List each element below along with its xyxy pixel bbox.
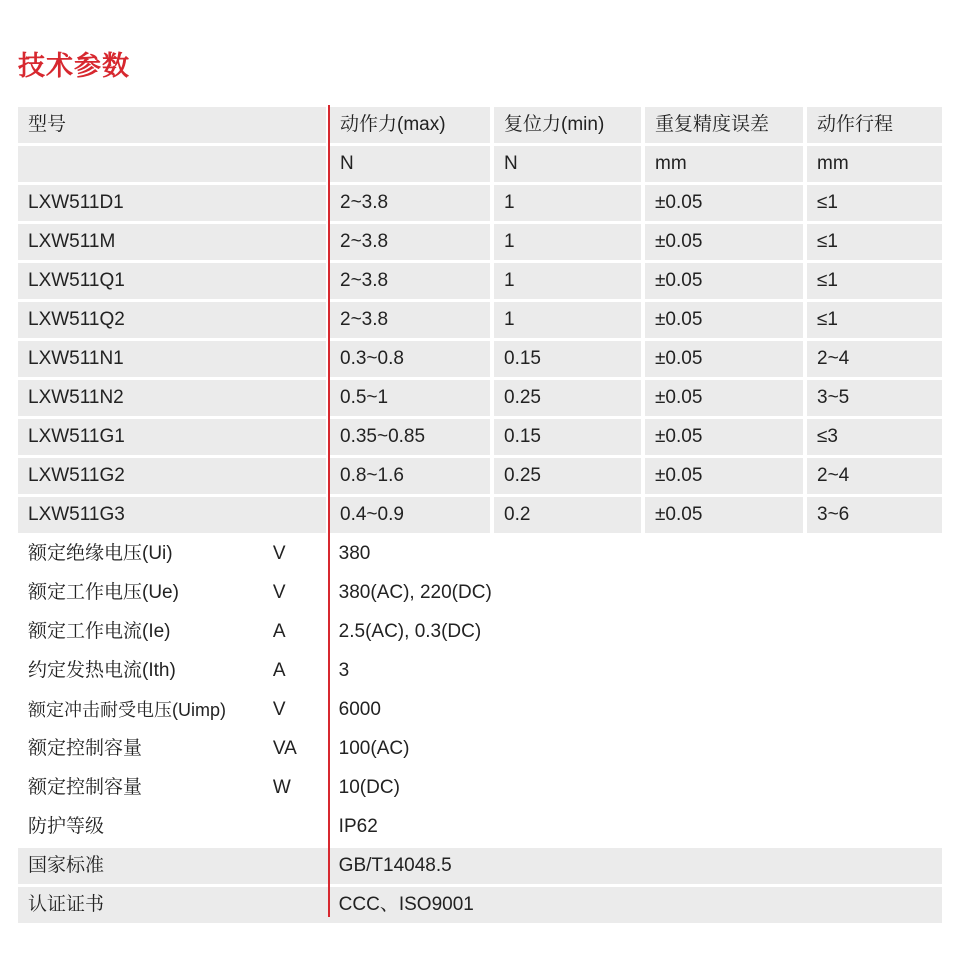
param-unit: V — [272, 543, 286, 564]
param-value: CCC、ISO9001 — [329, 887, 942, 923]
table-cell: 2~3.8 — [330, 302, 490, 338]
table-cell: 2~4 — [807, 341, 942, 377]
param-unit: A — [272, 660, 286, 681]
param-row — [18, 887, 942, 923]
table-cell: 3~5 — [807, 380, 942, 416]
header-cell-travel: 动作行程 — [807, 107, 942, 143]
param-row — [18, 575, 942, 611]
model-cell: LXW511G1 — [18, 419, 326, 455]
table-cell: ±0.05 — [645, 419, 803, 455]
param-unit: V — [272, 582, 286, 603]
table-cell: 1 — [494, 263, 641, 299]
model-cell: LXW511D1 — [18, 185, 326, 221]
table-cell: 0.4~0.9 — [330, 497, 490, 533]
table-cell: 0.15 — [494, 341, 641, 377]
table-cell: ≤1 — [807, 224, 942, 260]
table-cell: 0.35~0.85 — [330, 419, 490, 455]
table-row — [18, 185, 942, 221]
header-cell-release-force: 复位力(min) — [494, 107, 641, 143]
table-header-row — [18, 107, 942, 143]
param-value: 380(AC), 220(DC) — [338, 582, 492, 603]
table-units-row — [18, 146, 942, 182]
table-cell: ≤3 — [807, 419, 942, 455]
table-cell: 0.15 — [494, 419, 641, 455]
param-label: 额定工作电流(Ie) — [28, 621, 171, 642]
param-unit: V — [272, 699, 286, 720]
model-cell: LXW511G2 — [18, 458, 326, 494]
header-cell-model: 型号 — [18, 107, 326, 143]
model-cell: LXW511M — [18, 224, 326, 260]
param-value: 2.5(AC), 0.3(DC) — [338, 621, 482, 642]
model-cell: LXW511G3 — [18, 497, 326, 533]
table-cell: 0.5~1 — [330, 380, 490, 416]
spec-table — [18, 107, 942, 926]
param-value: 6000 — [338, 699, 381, 720]
table-cell: 2~3.8 — [330, 185, 490, 221]
unit-cell: N — [494, 146, 641, 182]
header-cell-repeat-accuracy: 重复精度误差 — [645, 107, 803, 143]
param-unit: W — [272, 777, 291, 798]
param-label: 额定绝缘电压(Ui) — [28, 543, 173, 564]
table-cell: ±0.05 — [645, 263, 803, 299]
table-cell: 0.8~1.6 — [330, 458, 490, 494]
param-row — [18, 848, 942, 884]
param-value: 3 — [338, 660, 350, 681]
table-cell: 2~4 — [807, 458, 942, 494]
param-row — [18, 770, 942, 806]
table-cell: 1 — [494, 224, 641, 260]
table-cell: 3~6 — [807, 497, 942, 533]
unit-cell — [18, 146, 326, 182]
table-row — [18, 302, 942, 338]
table-cell: 1 — [494, 185, 641, 221]
param-unit — [273, 887, 325, 923]
param-label: 额定冲击耐受电压(Uimp) — [28, 700, 226, 720]
param-unit: A — [272, 621, 286, 642]
table-cell: ≤1 — [807, 185, 942, 221]
model-cell: LXW511N2 — [18, 380, 326, 416]
model-cell: LXW511Q1 — [18, 263, 326, 299]
unit-cell: mm — [807, 146, 942, 182]
param-row — [18, 731, 942, 767]
table-row — [18, 263, 942, 299]
table-cell: ≤1 — [807, 302, 942, 338]
table-cell: 0.3~0.8 — [330, 341, 490, 377]
param-row — [18, 692, 942, 728]
table-cell: 0.2 — [494, 497, 641, 533]
param-label: 认证证书 — [18, 887, 273, 923]
unit-cell: N — [330, 146, 490, 182]
param-label: 约定发热电流(Ith) — [28, 660, 176, 681]
param-unit — [273, 809, 325, 845]
param-unit: VA — [272, 738, 297, 759]
table-cell: 0.25 — [494, 458, 641, 494]
param-value: 100(AC) — [338, 738, 410, 759]
table-cell: ±0.05 — [645, 224, 803, 260]
table-cell: 2~3.8 — [330, 263, 490, 299]
param-row — [18, 614, 942, 650]
table-cell: 0.25 — [494, 380, 641, 416]
param-label: 额定工作电压(Ue) — [28, 582, 179, 603]
param-label: 额定控制容量 — [28, 738, 143, 759]
table-cell: ±0.05 — [645, 302, 803, 338]
table-cell: ±0.05 — [645, 458, 803, 494]
param-unit — [273, 848, 325, 884]
table-cell: 1 — [494, 302, 641, 338]
page-title: 技术参数 — [18, 51, 130, 81]
unit-cell: mm — [645, 146, 803, 182]
param-value: 10(DC) — [338, 777, 400, 798]
table-cell: ±0.05 — [645, 497, 803, 533]
param-label: 防护等级 — [28, 816, 105, 837]
table-cell: ±0.05 — [645, 341, 803, 377]
table-row — [18, 419, 942, 455]
param-row — [18, 536, 942, 572]
column-divider-line — [328, 105, 330, 917]
param-label: 国家标准 — [18, 848, 273, 884]
param-value: GB/T14048.5 — [329, 848, 942, 884]
table-row — [18, 497, 942, 533]
table-cell: ±0.05 — [645, 380, 803, 416]
table-row — [18, 341, 942, 377]
header-cell-operating-force: 动作力(max) — [330, 107, 490, 143]
table-row — [18, 458, 942, 494]
table-cell: 2~3.8 — [330, 224, 490, 260]
model-cell: LXW511Q2 — [18, 302, 326, 338]
param-row — [18, 653, 942, 689]
param-label: 额定控制容量 — [28, 777, 143, 798]
model-cell: LXW511N1 — [18, 341, 326, 377]
table-row — [18, 380, 942, 416]
table-row — [18, 224, 942, 260]
param-value: 380 — [338, 543, 371, 564]
param-row — [18, 809, 942, 845]
param-value: IP62 — [338, 816, 378, 837]
table-cell: ≤1 — [807, 263, 942, 299]
table-cell: ±0.05 — [645, 185, 803, 221]
